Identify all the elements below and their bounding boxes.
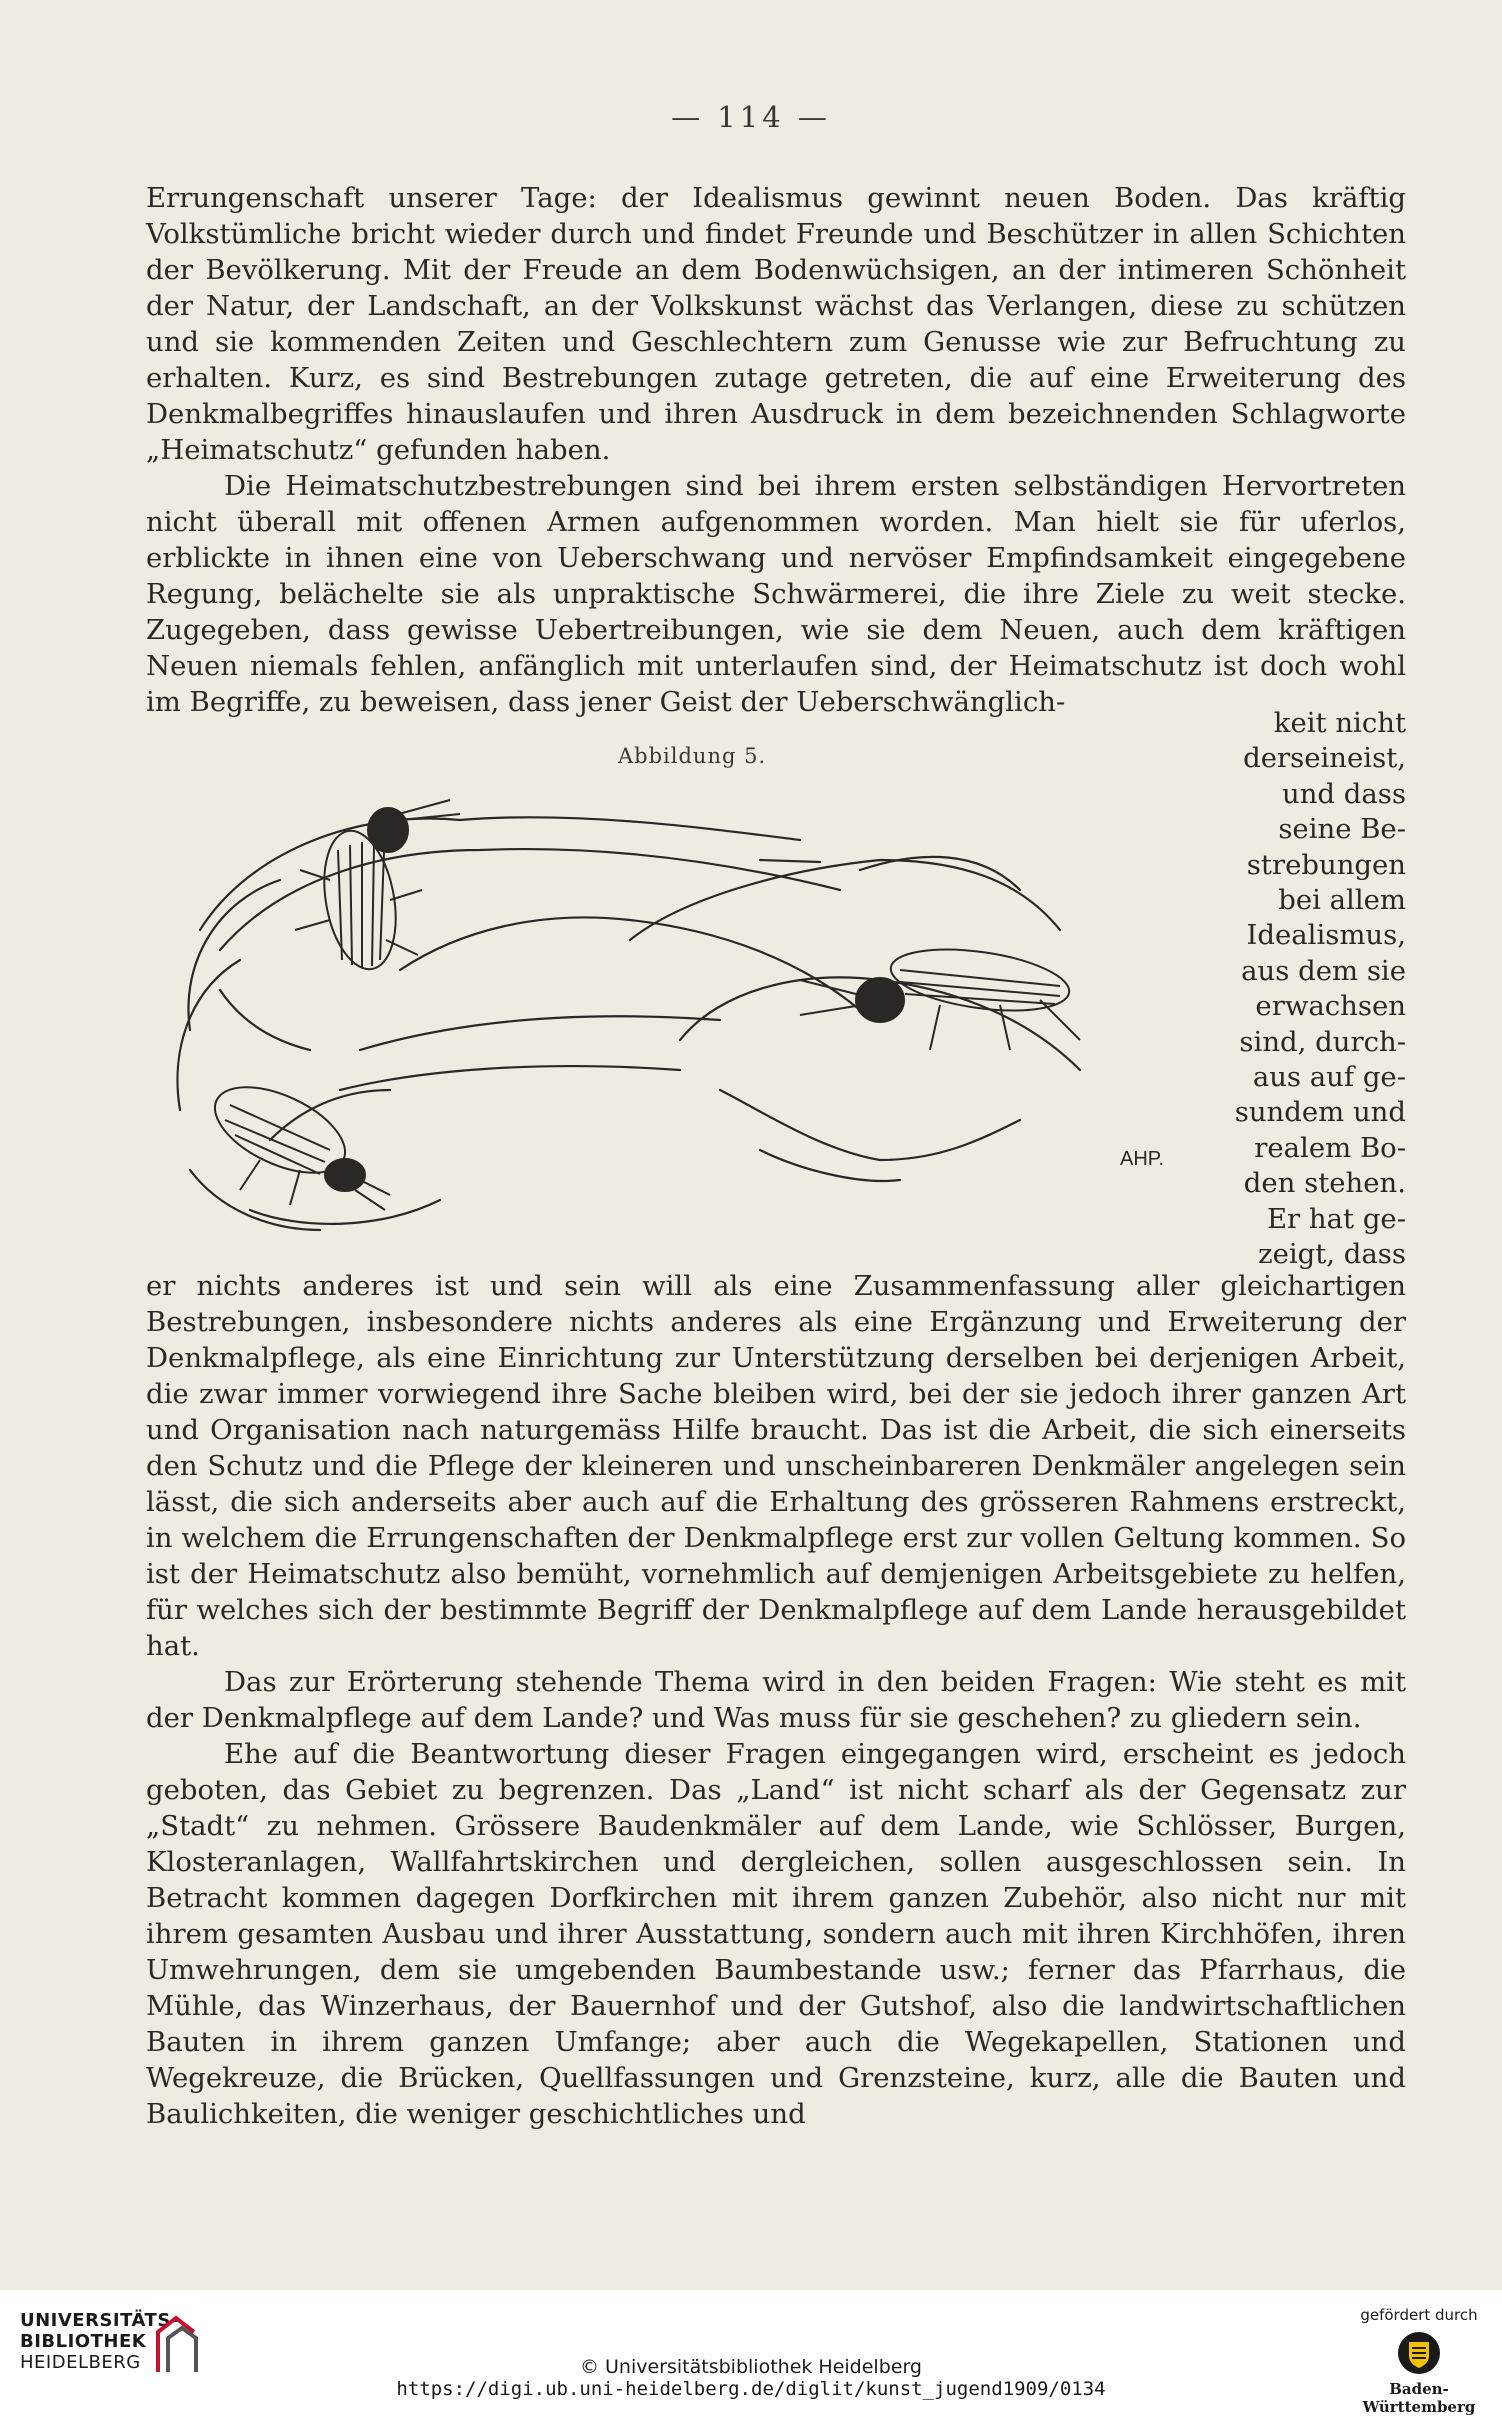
side-line: erwachsen	[1255, 990, 1406, 1023]
state-coat-of-arms-icon	[1396, 2330, 1442, 2376]
figure-caption: Abbildung 5.	[618, 744, 767, 768]
side-line: keit nicht	[1273, 707, 1406, 739]
side-line: zeigt, dass	[1258, 1238, 1406, 1271]
paragraph: Das zur Erörterung stehende Thema wird in den beiden Fragen: Wie steht es mit der Denkmalpflege auf dem Lande? und Was muss für sie geschehen? zu gliedern sein.	[146, 1666, 1406, 1734]
page-number: — 114 —	[671, 100, 831, 134]
footer-bar	[0, 2290, 1502, 2416]
text-block-lower	[146, 1268, 1406, 2132]
side-line: sundem und	[1234, 1096, 1406, 1129]
side-line: sind, durch-	[1239, 1025, 1406, 1058]
paragraph: Ehe auf die Beantwortung dieser Fragen eingegangen wird, erscheint es jedoch geboten, das Gebiet zu begrenzen. Das „Land“ ist nicht scharf als der Gegensatz zur „Stadt“ zu nehmen. Grössere Baudenkmäler auf dem Lande, wie Schlösser, Burgen, Klosteranlagen, Wallfahrtskirchen und dergleichen, sollen ausgeschlossen sein. In Betracht kommen dagegen Dorfkirchen mit ihrem ganzen Zubehör, also nicht nur mit ihrem gesamten Ausbau und ihrer Ausstattung, sondern auch mit ihren Kirchhöfen, ihren Umwehrungen, dem sie umgebenden Baumbestande usw.; ferner das Pfarrhaus, die Mühle, das Winzerhaus, der Bauernhof und der Gutshof, also die landwirtschaftlichen Bauten in ihrem ganzen Umfange; aber auch die Wegekapellen, Stationen und Wegekreuze, die Brücken, Quellfassungen und Grenzsteine, kurz, alle die Bauten und Baulichkeiten, die weniger geschichtliches und	[146, 1738, 1406, 2130]
side-line: Idealismus,	[1246, 919, 1406, 952]
figure-signature: AHP.	[1120, 1148, 1165, 1170]
text-block-upper	[146, 180, 1406, 720]
copyright-notice: © Universitätsbibliothek Heidelberg	[579, 2356, 922, 2378]
side-line: und dass	[1282, 777, 1406, 810]
library-name: UNIVERSITÄTS- BIBLIOTHEK HEIDELBERG	[20, 2310, 179, 2373]
side-line: strebungen	[1246, 848, 1406, 881]
side-line: seine Be-	[1278, 813, 1406, 846]
side-line: den stehen.	[1243, 1167, 1406, 1200]
funding-notice	[1354, 2306, 1484, 2416]
paragraph: er nichts anderes ist und sein will als eine Zusammenfassung aller gleichartigen Bestrebungen, insbesondere nichts anderes als eine Ergänzung und Erweiterung der Denkmalpflege, als eine Einrichtung zur Unterstützung derselben bei derjenigen Arbeit, die zwar immer vorwiegend ihre Sache bleiben wird, bei der sie jedoch ihrer ganzen Art und Organisation nach naturgemäss Hilfe braucht. Das ist die Arbeit, die sich einerseits den Schutz und die Pflege der kleineren und unscheinbareren Denkmäler angelegen sein lässt, die sich anderseits aber auch auf die Erhaltung des grösseren Rahmens erstreckt, in welchem die Errungenschaften der Denkmalpflege erst zur vollen Geltung kommen. So ist der Heimatschutz also bemüht, vornehmlich auf demjenigen Arbeitsgebiete zu helfen, für welches sich der bestimmte Begriff der Denkmalpflege auf dem Lande herausgebildet hat.	[146, 1270, 1406, 1662]
paragraph: Die Heimatschutzbestrebungen sind bei ihrem ersten selbständigen Hervortreten nicht überall mit offenen Armen aufgenommen worden. Man hielt sie für uferlos, erblickte in ihnen eine von Ueberschwang und nervöser Empfindsamkeit eingegebene Regung, belächelte sie als unpraktische Schwärmerei, die ihre Ziele zu weit stecke. Zugegeben, dass gewisse Uebertreibungen, wie sie dem Neuen, auch dem kräftigen Neuen niemals fehlen, anfänglich mit unterlaufen sind, der Heimatschutz ist doch wohl im Begriffe, zu beweisen, dass jener Geist der Ueberschwänglich-	[146, 470, 1406, 718]
side-line: aus auf ge-	[1252, 1061, 1406, 1094]
side-line: derseineist,	[1243, 742, 1406, 775]
permalink[interactable]: https://digi.ub.uni-heidelberg.de/diglit/kunst_jugend1909/0134	[396, 2378, 1106, 2400]
side-line: bei allem	[1278, 884, 1406, 917]
paragraph: Errungenschaft unserer Tage: der Idealismus gewinnt neuen Boden. Das kräftig Volkstümliche bricht wieder durch und findet Freunde und Beschützer in allen Schichten der Bevölkerung. Mit der Freude an dem Bodenwüchsigen, an der intimeren Schönheit der Natur, der Landschaft, an der Volkskunst wächst das Verlangen, diese zu schützen und sie kommenden Zeiten und Geschlechtern zum Genusse wie zur Befruchtung zu erhalten. Kurz, es sind Bestrebungen zutage getreten, die auf eine Erweiterung des Denkmalbegriffes hinauslaufen und ihren Ausdruck in dem bezeichnenden Schlagworte „Heimatschutz“ gefunden haben.	[146, 182, 1406, 466]
funded-by-label: gefördert durch	[1360, 2306, 1478, 2324]
side-text-column	[1226, 706, 1406, 1273]
state-name: Baden-Württemberg	[1362, 2380, 1476, 2416]
side-line: Er hat ge-	[1266, 1202, 1406, 1235]
side-line: aus dem sie	[1241, 954, 1406, 987]
beetle-illustration	[160, 790, 1220, 1250]
side-line: realem Bo-	[1254, 1131, 1406, 1164]
